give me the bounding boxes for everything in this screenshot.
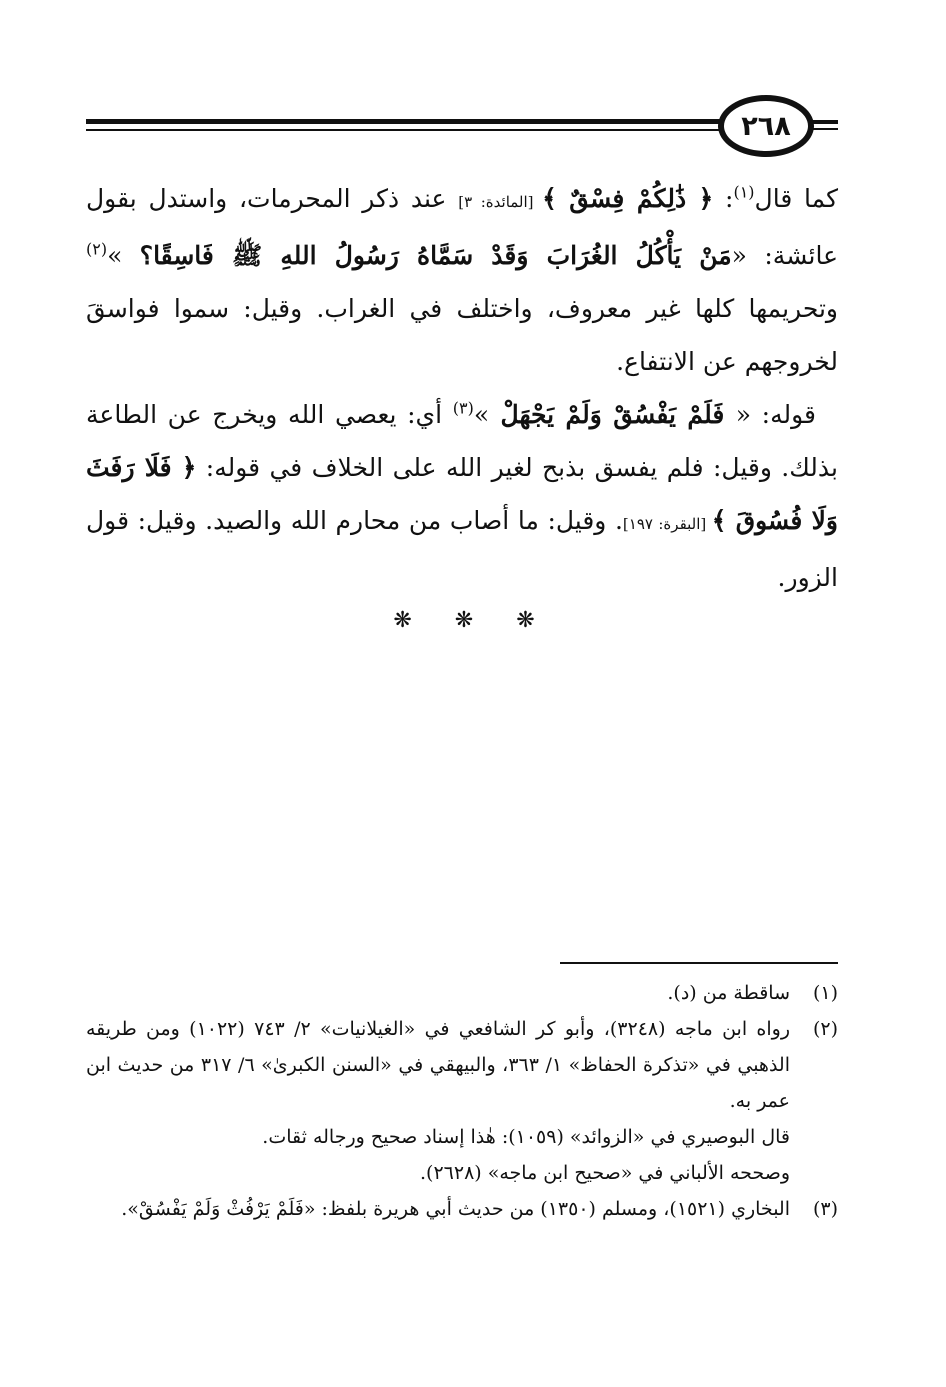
text-run: وتحريمها كلها غير معروف، واختلف في الغراب. وقيل: سموا فواسقَ لخروجهم عن الانتفاع. <box>86 294 838 376</box>
footnote-marker-1: (١) <box>733 182 755 202</box>
footnote-text: رواه ابن ماجه (٣٢٤٨)، وأبو كر الشافعي في «الغيلانيات» ٢/ ٧٤٣ (١٠٢٢) ومن طريقه الذهبي في «تذكرة الحفاظ» ١/ ٣٦٣، والبيهقي في «السنن الكبرىٰ» ٦/ ٣١٧ من حديث ابن عمر به. <box>86 1018 791 1112</box>
hadith-quote: مَنْ يَأْكُلُ الغُرَابَ وَقَدْ سَمَّاهُ رَسُولُ اللهِ ﷺ فَاسِقًا؟ <box>139 241 732 270</box>
hadith-quote: فَلَمْ يَفْسُقْ وَلَمْ يَجْهَلْ <box>489 400 736 429</box>
footnote-divider <box>560 962 838 964</box>
text-run: أي: يعصي الله ويخرج عن الطاعة بذلك. وقيل: فلم يفسق بذبح لغير الله على الخلاف في قوله: <box>86 400 838 482</box>
page-header <box>0 95 946 175</box>
footnote-number: (٢) <box>812 1018 838 1040</box>
footnote-2 <box>86 1011 838 1191</box>
paragraph-1 <box>86 172 838 388</box>
text-run: كما قال <box>754 184 838 213</box>
footnote-body <box>86 975 790 1011</box>
section-separator: ❋ ❋ ❋ <box>393 608 553 633</box>
quran-quote: ﴿ فَلَا رَفَثَ وَلَا فُسُوقَ ﴾ <box>86 453 838 535</box>
footnote-text: البخاري (١٥٢١)، ومسلم (١٣٥٠) من حديث أبي هريرة بلفظ: «فَلَمْ يَرْفُثْ وَلَمْ يَفْسُقْ». <box>121 1198 790 1220</box>
footnote-body <box>86 1011 790 1191</box>
footnote-body <box>86 1191 790 1227</box>
page-number: ٢٦٨ <box>741 110 791 142</box>
footnote-number: (١) <box>812 982 838 1004</box>
text-run: : <box>713 184 734 213</box>
footnote-1 <box>86 975 838 1011</box>
paragraph-2 <box>86 388 838 604</box>
header-rule-thin <box>86 129 726 131</box>
footnote-marker-2: (٢) <box>86 239 108 259</box>
text-run: قوله: « <box>735 400 816 429</box>
quran-quote: ﴿ ذَٰلِكُمْ فِسْقٌ ﴾ <box>542 184 714 213</box>
footnote-3 <box>86 1191 838 1227</box>
text-run: » <box>107 241 140 270</box>
footnote-text: وصححه الألباني في «صحيح ابن ماجه» (٢٦٢٨). <box>420 1162 790 1184</box>
footnotes <box>86 975 838 1227</box>
text-run: » <box>473 400 490 429</box>
quran-reference: [البقرة: ١٩٧] <box>622 515 712 533</box>
footnote-number: (٣) <box>812 1198 838 1220</box>
page-number-badge <box>718 95 814 157</box>
footnote-text: قال البوصيري في «الزوائد» (١٠٥٩): هٰذا إسناد صحيح ورجاله ثقات. <box>262 1126 790 1148</box>
quran-reference: [المائدة: ٣] <box>458 193 543 211</box>
footnote-marker-3: (٣) <box>452 398 474 418</box>
footnote-text: ساقطة من (د). <box>667 982 790 1004</box>
text-run: عند ذكر المحرمات، واستدل بقول عائشة: « <box>86 184 838 270</box>
text-run: . وقيل: ما أصاب من محارم الله والصيد. وقيل: قول الزور. <box>86 506 838 592</box>
main-text <box>86 172 838 604</box>
header-rule-thick <box>86 119 726 124</box>
